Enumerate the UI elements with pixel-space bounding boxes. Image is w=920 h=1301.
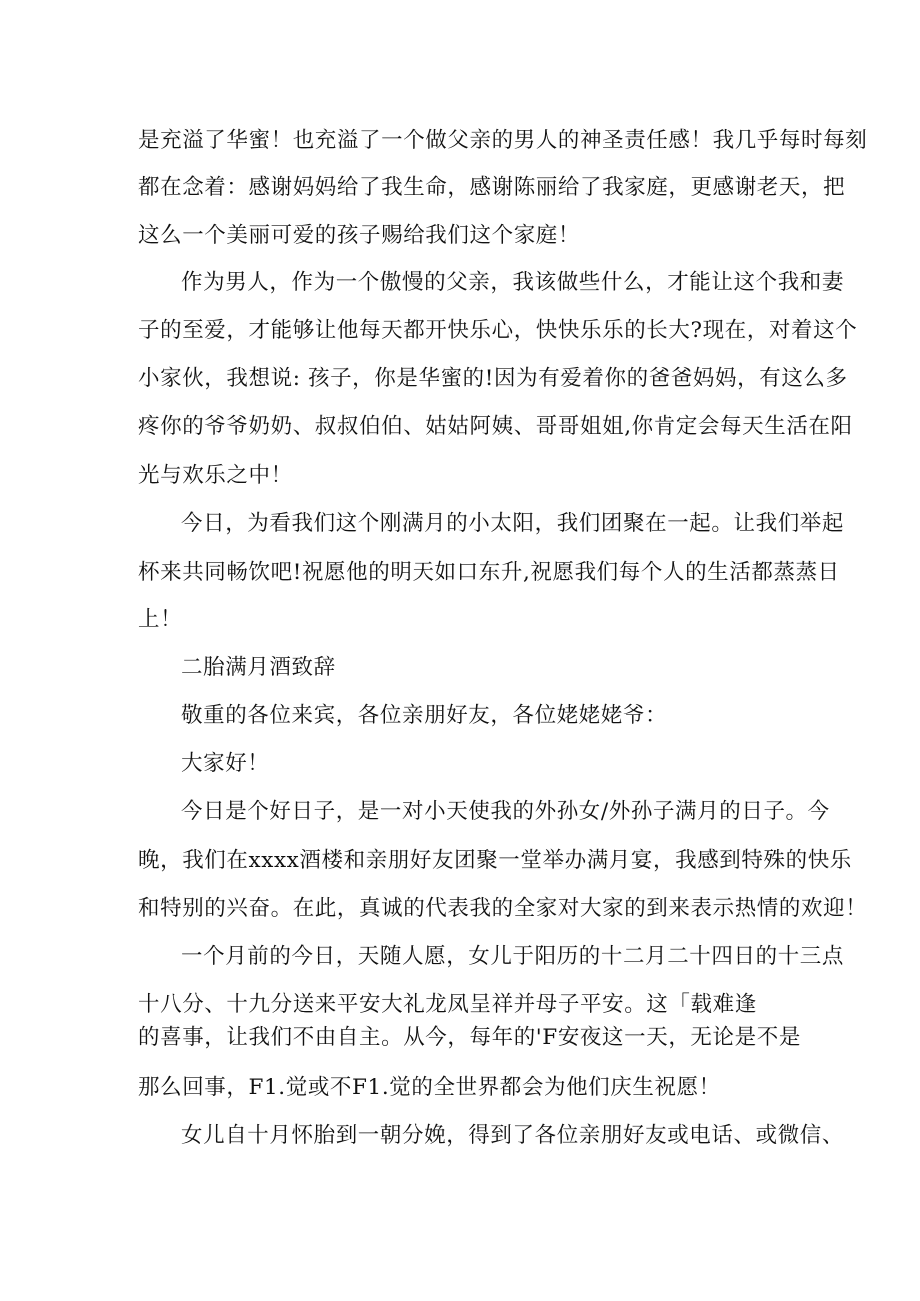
text-line-20: 的喜事，让我们不由自主。从今，每年的'F安夜这一天，无论是不是 — [138, 1025, 801, 1050]
text-line-2: 都在念着：感谢妈妈给了我生命，感谢陈丽给了我家庭，更感谢老天，把 — [138, 175, 846, 200]
text-line-17: 和特别的兴奋。在此，真诚的代表我的全家对大家的到来表示热情的欢迎！ — [138, 896, 868, 921]
text-line-9: 今日，为看我们这个刚满月的小太阳，我们团聚在一起。让我们举起 — [181, 511, 845, 536]
text-line-16: 晚，我们在xxxx酒楼和亲朋好友团聚一堂举办满月宴，我感到特殊的快乐 — [138, 848, 852, 873]
text-line-6: 小家伙，我想说: 孩子，你是华蜜的!因为有爱着你的爸爸妈妈，有这么多 — [138, 366, 848, 391]
text-line-15: 今日是个好日子，是一对小天使我的外孙女/外孙子满月的日子。今 — [181, 799, 830, 824]
greeting: 大家好！ — [181, 751, 270, 776]
text-line-5: 子的至爱，才能够让他每天都开快乐心，快快乐乐的长大?现在，对着这个 — [138, 318, 858, 343]
text-line-18: 一个月前的今日，天随人愿，女儿于阳历的十二月二十四日的十三点 — [181, 944, 845, 969]
text-line-22: 女儿自十月怀胎到一朝分娩，得到了各位亲朋好友或电话、或微信、 — [181, 1123, 845, 1148]
text-line-4: 作为男人，作为一个傲慢的父亲，我该做些什么，才能让这个我和妻 — [181, 270, 845, 295]
text-line-10: 杯来共同畅饮吧!祝愿他的明天如口东升,祝愿我们每个人的生活都蒸蒸日 — [138, 560, 840, 585]
text-line-1: 是充溢了华蜜！也充溢了一个做父亲的男人的神圣责任感！我几乎每时每刻 — [138, 128, 868, 153]
text-line-8: 光与欢乐之中！ — [138, 463, 293, 488]
text-line-11: 上！ — [138, 607, 183, 632]
section-title: 二胎满月酒致辞 — [181, 655, 336, 680]
text-line-19: 十八分、十九分送来平安大礼龙凤呈祥并母子平安。这「载难逢 — [138, 992, 757, 1017]
text-line-3: 这么一个美丽可爱的孩子赐给我们这个家庭！ — [138, 223, 581, 248]
text-line-21: 那么回事，F1.觉或不F1.觉的全世界都会为他们庆生祝愿！ — [138, 1075, 721, 1100]
salutation: 敬重的各位来宾，各位亲朋好友，各位姥姥姥爷： — [181, 703, 668, 728]
text-line-7: 疼你的爷爷奶奶、叔叔伯伯、姑姑阿姨、哥哥姐姐,你肯定会每天生活在阳 — [138, 414, 853, 439]
